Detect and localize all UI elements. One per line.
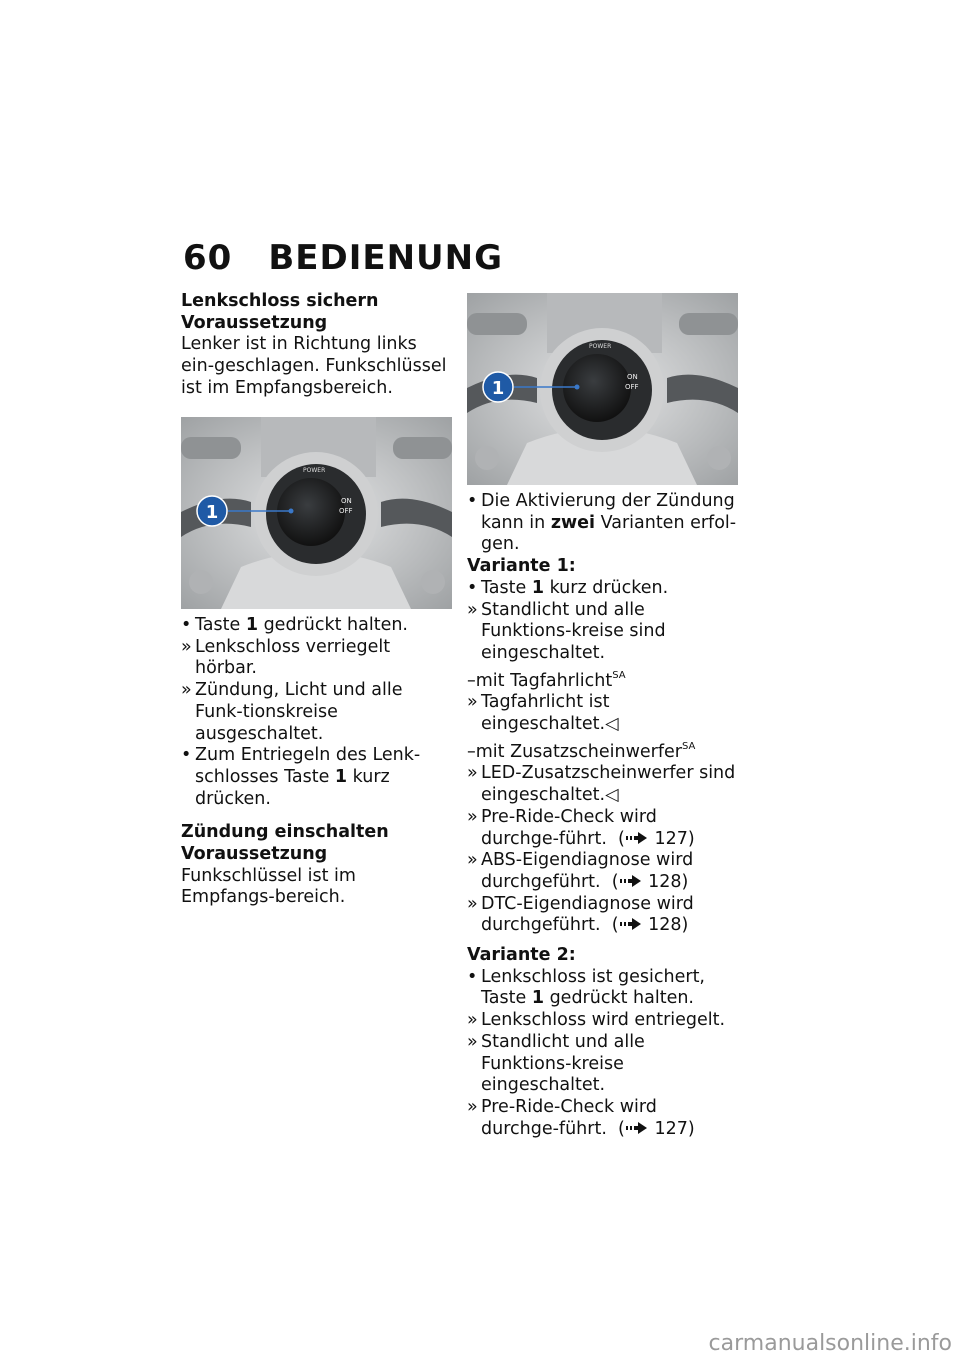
callout-1: 1 [205, 502, 219, 523]
page-number: 60 [183, 238, 233, 278]
page-ref[interactable]: ( 127) [618, 1118, 695, 1139]
watermark: carmanualsonline.info [708, 1331, 952, 1356]
intro-variants: • Die Aktivierung der Zündung kann in zwei Varianten erfol-gen. [467, 491, 737, 555]
prereq-text: Lenker ist in Richtung links ein-geschlagen. Funkschlüssel ist im Empfangsbereich. [181, 334, 447, 398]
left-steps [181, 615, 451, 909]
reference-arrow-icon [625, 1121, 649, 1135]
v1-result-preride: » Pre-Ride-Check wird durchge-führt. ( 127) [467, 806, 695, 849]
v1-step: • Taste 1 kurz drücken. [467, 577, 669, 598]
prereq-text-2: Funkschlüssel ist im Empfangs-bereich. [181, 865, 356, 908]
prereq-label: Voraussetzung [181, 312, 328, 333]
option-tagfahrlicht: –mit Tagfahrlicht$^{SA}$ [467, 669, 626, 691]
off-label: OFF [339, 507, 353, 515]
bullet-mark: • [181, 615, 192, 635]
option-zusatzscheinwerfer: –mit Zusatzscheinwerfer$^{SA}$ [467, 740, 696, 762]
heading-zuendung: Zündung einschalten [181, 822, 389, 843]
page-ref[interactable]: ( 128) [611, 915, 689, 936]
off-label-2: OFF [625, 383, 639, 391]
v2-result-preride: » Pre-Ride-Check wird durchge-führt. ( 127) [467, 1096, 695, 1139]
v2-result-unlocked: » Lenkschloss wird entriegelt. [467, 1010, 726, 1031]
result-locked: » Lenkschloss verriegelt hörbar. [181, 636, 391, 679]
reference-arrow-icon [619, 917, 643, 931]
variant-1-label: Variante 1: [467, 556, 576, 577]
on-label: ON [341, 497, 352, 505]
right-column [467, 491, 737, 1140]
page-ref[interactable]: ( 128) [611, 871, 689, 892]
left-column [181, 291, 451, 400]
option-zusatzscheinwerfer-result: » LED-Zusatzscheinwerfer sind eingeschaltet.◁ [467, 763, 736, 806]
prereq-label-2: Voraussetzung [181, 844, 328, 865]
power-label-2: POWER [589, 343, 612, 350]
page-header [183, 238, 503, 278]
ignition-key-photo-2 [467, 293, 738, 485]
photo-illustration [181, 417, 452, 609]
variant-2-label: Variante 2: [467, 945, 576, 966]
v1-result-dtc: » DTC-Eigendiagnose wird durchgeführt. ( 128) [467, 893, 694, 936]
photo-illustration-2 [467, 293, 738, 485]
v2-step: • Lenkschloss ist gesichert, Taste 1 gedrückt halten. [467, 966, 705, 1009]
reference-arrow-icon [619, 874, 643, 888]
step-unlock: • Zum Entriegeln des Lenk-schlosses Taste 1 kurz drücken. [181, 745, 421, 809]
callout-1-right: 1 [491, 378, 505, 399]
heading-lenkschloss: Lenkschloss sichern [181, 291, 379, 311]
result-off: » Zündung, Licht und alle Funk-tionskreise ausgeschaltet. [181, 680, 403, 744]
page-ref[interactable]: ( 127) [618, 828, 695, 849]
reference-arrow-icon [625, 831, 649, 845]
step-press-hold: • Taste 1 gedrückt halten. [181, 615, 408, 635]
v1-result-standlicht: » Standlicht und alle Funktions-kreise sind eingeschaltet. [467, 599, 666, 663]
section-title: BEDIENUNG [268, 238, 503, 278]
v1-result-abs: » ABS-Eigendiagnose wird durchgeführt. ( 128) [467, 850, 694, 892]
ignition-key-photo [181, 417, 452, 609]
v2-result-standlicht: » Standlicht und alle Funktions-kreise eingeschaltet. [467, 1031, 645, 1096]
option-tagfahrlicht-result: » Tagfahrlicht ist eingeschaltet.◁ [467, 692, 619, 735]
power-label: POWER [303, 467, 326, 474]
on-label-2: ON [627, 373, 638, 381]
